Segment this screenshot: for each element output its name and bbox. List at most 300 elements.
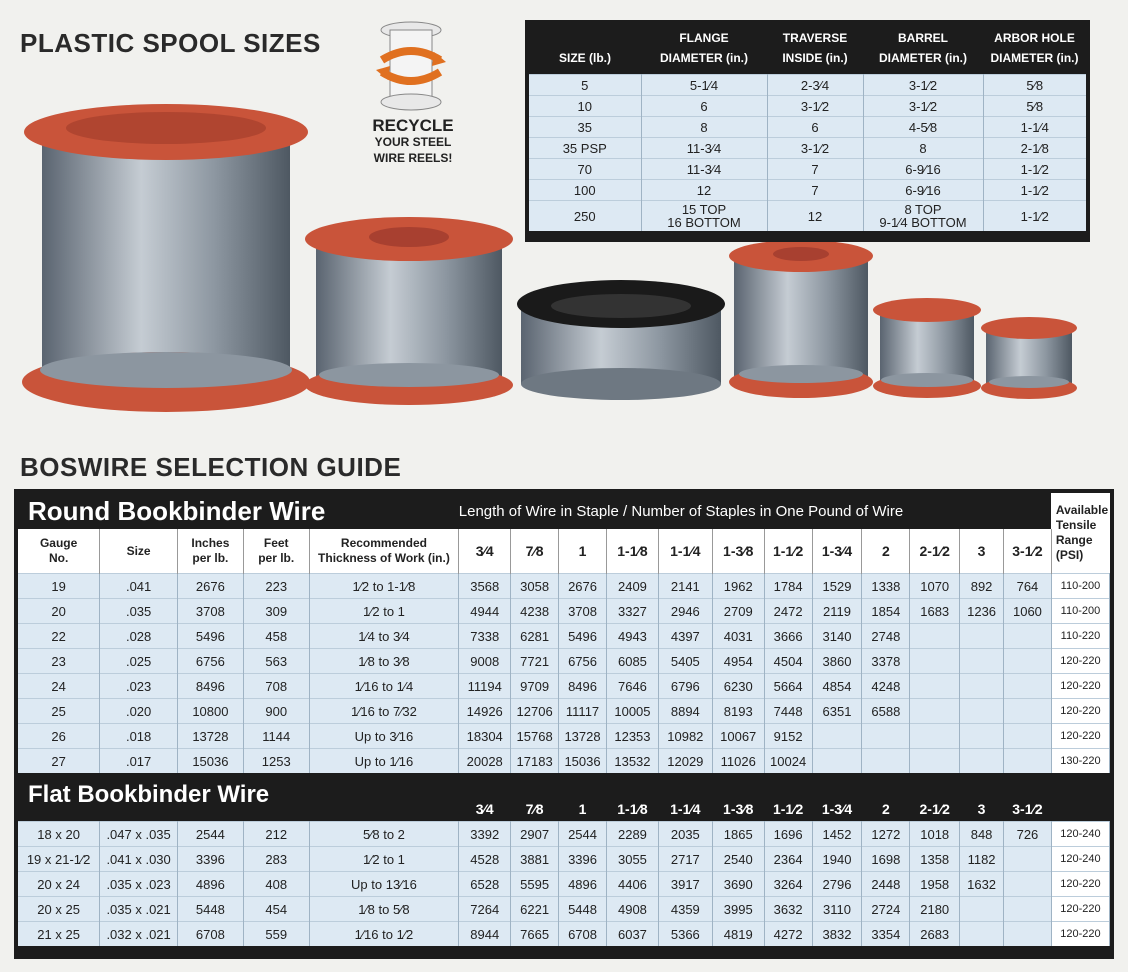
guide-cell bbox=[862, 724, 910, 749]
guide-cell: 5496 bbox=[177, 624, 243, 649]
tensile-range-cell: 120-220 bbox=[1051, 922, 1109, 947]
guide-cell: 11117 bbox=[559, 699, 607, 724]
tensile-range-cell: 120-220 bbox=[1051, 674, 1109, 699]
spool-row bbox=[529, 201, 1086, 232]
guide-cell: 1962 bbox=[712, 574, 764, 599]
guide-cell: 1632 bbox=[960, 872, 1004, 897]
guide-cell: 12029 bbox=[658, 749, 712, 774]
guide-cell bbox=[910, 749, 960, 774]
guide-cell: 18 x 20 bbox=[18, 822, 100, 847]
spool-col-size: SIZE (lb.) bbox=[559, 51, 611, 65]
guide-cell: 1698 bbox=[862, 847, 910, 872]
spool-large-illustration bbox=[20, 100, 312, 415]
col-length: 2 bbox=[862, 529, 910, 574]
guide-cell: Up to 1⁄16 bbox=[309, 749, 459, 774]
guide-cell: 10067 bbox=[712, 724, 764, 749]
guide-cell: 283 bbox=[243, 847, 309, 872]
guide-cell: 2683 bbox=[910, 922, 960, 947]
selection-guide-heading: BOSWIRE SELECTION GUIDE bbox=[20, 452, 402, 482]
guide-cell bbox=[1004, 724, 1052, 749]
col-length: 1-1⁄2 bbox=[764, 529, 812, 574]
guide-cell bbox=[960, 724, 1004, 749]
guide-cell: 1358 bbox=[910, 847, 960, 872]
guide-cell: 20 x 24 bbox=[18, 872, 100, 897]
guide-cell: 4944 bbox=[459, 599, 511, 624]
spool-cell: 7 bbox=[767, 159, 863, 180]
col-length: 1-3⁄4 bbox=[812, 529, 862, 574]
flat-wire-row bbox=[18, 922, 1110, 947]
recycle-line3: WIRE REELS! bbox=[373, 151, 453, 165]
guide-cell bbox=[960, 699, 1004, 724]
guide-cell: 408 bbox=[243, 872, 309, 897]
guide-cell: 6037 bbox=[607, 922, 659, 947]
guide-cell: .017 bbox=[100, 749, 178, 774]
guide-cell: 5496 bbox=[559, 624, 607, 649]
spool-sizes-heading: PLASTIC SPOOL SIZES bbox=[20, 28, 321, 58]
guide-cell: .035 x .021 bbox=[100, 897, 178, 922]
guide-cell: 2472 bbox=[764, 599, 812, 624]
guide-cell bbox=[1004, 922, 1052, 947]
guide-cell: 2907 bbox=[511, 822, 559, 847]
guide-cell: 7665 bbox=[511, 922, 559, 947]
guide-cell: 6230 bbox=[712, 674, 764, 699]
spool-cell: 6-9⁄16 bbox=[863, 159, 983, 180]
tensile-range-cell: 110-200 bbox=[1051, 599, 1109, 624]
spool-cell: 8 bbox=[863, 138, 983, 159]
spool-cell: 5⁄8 bbox=[983, 75, 1086, 96]
guide-cell: 5⁄8 to 2 bbox=[309, 822, 459, 847]
guide-cell: 5664 bbox=[764, 674, 812, 699]
recycle-line1: RECYCLE bbox=[372, 116, 454, 135]
round-column-headers bbox=[18, 529, 1110, 574]
guide-cell: 10982 bbox=[658, 724, 712, 749]
guide-cell bbox=[960, 749, 1004, 774]
guide-cell bbox=[910, 649, 960, 674]
guide-cell: 1683 bbox=[910, 599, 960, 624]
guide-cell: 4031 bbox=[712, 624, 764, 649]
spool-cell: 1-1⁄2 bbox=[983, 180, 1086, 201]
spool-cell: 35 PSP bbox=[529, 138, 641, 159]
guide-cell: 1⁄8 to 5⁄8 bbox=[309, 897, 459, 922]
guide-cell: 3917 bbox=[658, 872, 712, 897]
col-length: 1 bbox=[559, 529, 607, 574]
guide-cell: 2119 bbox=[812, 599, 862, 624]
guide-cell: 6708 bbox=[559, 922, 607, 947]
guide-cell: 4406 bbox=[607, 872, 659, 897]
spool-cell: 1-1⁄2 bbox=[983, 159, 1086, 180]
guide-cell: 2748 bbox=[862, 624, 910, 649]
guide-cell: 848 bbox=[960, 822, 1004, 847]
guide-cell bbox=[960, 897, 1004, 922]
tensile-range-cell: 120-220 bbox=[1051, 724, 1109, 749]
guide-cell: 3327 bbox=[607, 599, 659, 624]
spool-cell: 6-9⁄16 bbox=[863, 180, 983, 201]
guide-cell: 12353 bbox=[607, 724, 659, 749]
guide-cell: 6085 bbox=[607, 649, 659, 674]
guide-cell: 9152 bbox=[764, 724, 812, 749]
guide-cell: 1⁄16 to 1⁄2 bbox=[309, 922, 459, 947]
col-thickness: Recommended Thickness of Work (in.) bbox=[309, 529, 459, 574]
guide-cell: 2289 bbox=[607, 822, 659, 847]
col-length: 7⁄8 bbox=[511, 529, 559, 574]
spool-row bbox=[529, 117, 1086, 138]
guide-cell: 2035 bbox=[658, 822, 712, 847]
spool-cell: 6 bbox=[767, 117, 863, 138]
guide-cell bbox=[812, 749, 862, 774]
tensile-range-cell: 120-220 bbox=[1051, 872, 1109, 897]
spool-cell: 3-1⁄2 bbox=[863, 75, 983, 96]
tensile-range-cell: 120-220 bbox=[1051, 649, 1109, 674]
guide-cell: 2796 bbox=[812, 872, 862, 897]
spool-cell: 100 bbox=[529, 180, 641, 201]
spool-cell: 1-1⁄4 bbox=[983, 117, 1086, 138]
guide-cell: 18304 bbox=[459, 724, 511, 749]
length-subtitle: Length of Wire in Staple / Number of Staples in One Pound of Wire bbox=[459, 493, 1052, 529]
col-length: 3⁄4 bbox=[459, 529, 511, 574]
col-inches: Inches per lb. bbox=[177, 529, 243, 574]
guide-cell: 3392 bbox=[459, 822, 511, 847]
guide-cell: 10800 bbox=[177, 699, 243, 724]
guide-cell: 3995 bbox=[712, 897, 764, 922]
guide-cell: 4272 bbox=[764, 922, 812, 947]
guide-cell: .041 bbox=[100, 574, 178, 599]
guide-cell: 2364 bbox=[764, 847, 812, 872]
spool-col-arbor: ARBOR HOLE DIAMETER (in.) bbox=[990, 31, 1079, 65]
guide-cell: 3396 bbox=[559, 847, 607, 872]
guide-cell: .028 bbox=[100, 624, 178, 649]
spool-cell: 10 bbox=[529, 96, 641, 117]
guide-cell bbox=[910, 724, 960, 749]
guide-cell: 8496 bbox=[177, 674, 243, 699]
guide-cell: 3832 bbox=[812, 922, 862, 947]
flat-title-row bbox=[18, 773, 1110, 822]
flat-col-length: 1-1⁄8 bbox=[617, 801, 648, 817]
guide-cell: 1338 bbox=[862, 574, 910, 599]
spool-cell: 5 bbox=[529, 75, 641, 96]
guide-cell: 3568 bbox=[459, 574, 511, 599]
col-gauge: Gauge No. bbox=[18, 529, 100, 574]
guide-cell: 19 x 21-1⁄2 bbox=[18, 847, 100, 872]
guide-cell: 3110 bbox=[812, 897, 862, 922]
guide-cell bbox=[862, 749, 910, 774]
guide-cell: 1018 bbox=[910, 822, 960, 847]
guide-cell: 27 bbox=[18, 749, 100, 774]
guide-cell: 2540 bbox=[712, 847, 764, 872]
guide-cell: 1236 bbox=[960, 599, 1004, 624]
guide-cell: 20 bbox=[18, 599, 100, 624]
guide-cell: 4954 bbox=[712, 649, 764, 674]
round-wire-title: Round Bookbinder Wire bbox=[18, 493, 459, 529]
guide-cell bbox=[910, 699, 960, 724]
guide-cell: .018 bbox=[100, 724, 178, 749]
flat-col-length: 3 bbox=[977, 801, 986, 817]
guide-cell: 1⁄16 to 1⁄4 bbox=[309, 674, 459, 699]
guide-cell: 6281 bbox=[511, 624, 559, 649]
spool-row bbox=[529, 159, 1086, 180]
guide-cell: .023 bbox=[100, 674, 178, 699]
guide-cell: 6756 bbox=[559, 649, 607, 674]
flat-col-length: 1 bbox=[578, 801, 587, 817]
guide-cell: 19 bbox=[18, 574, 100, 599]
guide-cell: 1⁄2 to 1-1⁄8 bbox=[309, 574, 459, 599]
guide-cell: 764 bbox=[1004, 574, 1052, 599]
selection-guide-table-container bbox=[14, 489, 1114, 959]
col-length: 1-1⁄8 bbox=[607, 529, 659, 574]
spool-col-barrel: BARREL DIAMETER (in.) bbox=[879, 31, 967, 65]
spool-medium-illustration bbox=[302, 215, 516, 405]
flat-wire-row bbox=[18, 847, 1110, 872]
guide-cell: 5595 bbox=[511, 872, 559, 897]
guide-cell: .035 x .023 bbox=[100, 872, 178, 897]
guide-cell: 1⁄16 to 7⁄32 bbox=[309, 699, 459, 724]
guide-cell: 6221 bbox=[511, 897, 559, 922]
guide-cell bbox=[1004, 699, 1052, 724]
guide-cell bbox=[910, 624, 960, 649]
guide-cell bbox=[960, 624, 1004, 649]
flat-wire-title: Flat Bookbinder Wire bbox=[28, 781, 270, 808]
guide-cell: 4248 bbox=[862, 674, 910, 699]
round-wire-row bbox=[18, 574, 1110, 599]
round-wire-row bbox=[18, 749, 1110, 774]
spool-tiny-illustration bbox=[872, 296, 982, 400]
guide-cell: 13728 bbox=[559, 724, 607, 749]
guide-cell: 4896 bbox=[177, 872, 243, 897]
guide-cell: 6351 bbox=[812, 699, 862, 724]
guide-cell: 2946 bbox=[658, 599, 712, 624]
round-wire-row bbox=[18, 699, 1110, 724]
col-length: 2-1⁄2 bbox=[910, 529, 960, 574]
guide-cell: 1958 bbox=[910, 872, 960, 897]
spool-col-traverse: TRAVERSE INSIDE (in.) bbox=[782, 31, 848, 65]
guide-cell: .025 bbox=[100, 649, 178, 674]
guide-cell: 5448 bbox=[177, 897, 243, 922]
guide-cell: 15036 bbox=[559, 749, 607, 774]
guide-cell: 2448 bbox=[862, 872, 910, 897]
guide-cell: 15036 bbox=[177, 749, 243, 774]
guide-cell: 4359 bbox=[658, 897, 712, 922]
spool-cell: 3-1⁄2 bbox=[863, 96, 983, 117]
spool-row bbox=[529, 96, 1086, 117]
guide-cell bbox=[1004, 649, 1052, 674]
guide-cell: 458 bbox=[243, 624, 309, 649]
guide-cell: 5366 bbox=[658, 922, 712, 947]
recycle-line2: YOUR STEEL bbox=[374, 135, 452, 149]
guide-cell: 900 bbox=[243, 699, 309, 724]
guide-cell: 6528 bbox=[459, 872, 511, 897]
guide-cell bbox=[960, 674, 1004, 699]
col-length: 3-1⁄2 bbox=[1004, 529, 1052, 574]
flat-col-length: 2-1⁄2 bbox=[919, 801, 950, 817]
guide-cell bbox=[1004, 897, 1052, 922]
guide-cell: 1452 bbox=[812, 822, 862, 847]
guide-cell: 1060 bbox=[1004, 599, 1052, 624]
col-length: 1-3⁄8 bbox=[712, 529, 764, 574]
guide-cell: 7448 bbox=[764, 699, 812, 724]
col-feet: Feet per lb. bbox=[243, 529, 309, 574]
spool-cell: 12 bbox=[767, 201, 863, 232]
guide-cell: 3396 bbox=[177, 847, 243, 872]
guide-cell: 1696 bbox=[764, 822, 812, 847]
guide-cell: 3058 bbox=[511, 574, 559, 599]
guide-cell: .032 x .021 bbox=[100, 922, 178, 947]
guide-cell: 6796 bbox=[658, 674, 712, 699]
guide-cell: 2141 bbox=[658, 574, 712, 599]
guide-cell bbox=[1004, 872, 1052, 897]
spool-smallest-illustration bbox=[980, 316, 1078, 400]
guide-cell: 24 bbox=[18, 674, 100, 699]
recycle-reel-icon bbox=[376, 20, 446, 112]
guide-cell: 8944 bbox=[459, 922, 511, 947]
guide-cell: 3690 bbox=[712, 872, 764, 897]
guide-cell: 454 bbox=[243, 897, 309, 922]
guide-cell: 559 bbox=[243, 922, 309, 947]
tensile-range-cell: 120-240 bbox=[1051, 847, 1109, 872]
spool-cell: 6 bbox=[641, 96, 767, 117]
spool-cell: 35 bbox=[529, 117, 641, 138]
guide-cell: Up to 13⁄16 bbox=[309, 872, 459, 897]
guide-cell: 9008 bbox=[459, 649, 511, 674]
guide-cell: 8193 bbox=[712, 699, 764, 724]
guide-cell: 3264 bbox=[764, 872, 812, 897]
spool-cell: 8 TOP 9-1⁄4 BOTTOM bbox=[863, 201, 983, 232]
spool-size-table-container bbox=[525, 20, 1090, 242]
flat-col-length: 3-1⁄2 bbox=[1012, 801, 1043, 817]
spool-cell: 12 bbox=[641, 180, 767, 201]
guide-cell: 23 bbox=[18, 649, 100, 674]
spool-cell: 2-1⁄8 bbox=[983, 138, 1086, 159]
spool-cell: 5-1⁄4 bbox=[641, 75, 767, 96]
tensile-range-cell: 120-220 bbox=[1051, 897, 1109, 922]
guide-cell: 2676 bbox=[559, 574, 607, 599]
guide-cell: 14926 bbox=[459, 699, 511, 724]
guide-cell bbox=[960, 649, 1004, 674]
guide-cell: .035 bbox=[100, 599, 178, 624]
selection-guide-table bbox=[18, 493, 1110, 946]
guide-cell: 4896 bbox=[559, 872, 607, 897]
guide-cell: 6708 bbox=[177, 922, 243, 947]
guide-cell: 563 bbox=[243, 649, 309, 674]
flat-col-length: 1-3⁄4 bbox=[821, 801, 853, 817]
guide-cell: 20028 bbox=[459, 749, 511, 774]
guide-cell: 3055 bbox=[607, 847, 659, 872]
guide-cell: 7646 bbox=[607, 674, 659, 699]
guide-cell: 4908 bbox=[607, 897, 659, 922]
guide-cell: 223 bbox=[243, 574, 309, 599]
guide-cell: 726 bbox=[1004, 822, 1052, 847]
guide-cell: 1253 bbox=[243, 749, 309, 774]
guide-cell: 1940 bbox=[812, 847, 862, 872]
spool-cell: 2-3⁄4 bbox=[767, 75, 863, 96]
guide-cell: 6588 bbox=[862, 699, 910, 724]
guide-cell: 1144 bbox=[243, 724, 309, 749]
guide-cell: 2409 bbox=[607, 574, 659, 599]
guide-cell bbox=[1004, 749, 1052, 774]
tensile-range-header: Available Tensile Range (PSI) bbox=[1051, 493, 1109, 574]
guide-cell: 22 bbox=[18, 624, 100, 649]
guide-cell bbox=[960, 922, 1004, 947]
flat-wire-row bbox=[18, 897, 1110, 922]
spool-cell: 4-5⁄8 bbox=[863, 117, 983, 138]
spool-cell: 11-3⁄4 bbox=[641, 159, 767, 180]
guide-cell: Up to 3⁄16 bbox=[309, 724, 459, 749]
spool-cell: 70 bbox=[529, 159, 641, 180]
guide-cell: 21 x 25 bbox=[18, 922, 100, 947]
guide-cell: 1⁄2 to 1 bbox=[309, 599, 459, 624]
guide-cell: 9709 bbox=[511, 674, 559, 699]
flat-wire-row bbox=[18, 872, 1110, 897]
flat-col-length: 7⁄8 bbox=[525, 801, 544, 817]
spool-cell: 1-1⁄2 bbox=[983, 201, 1086, 232]
round-wire-row bbox=[18, 599, 1110, 624]
guide-cell: 3354 bbox=[862, 922, 910, 947]
guide-cell: 2180 bbox=[910, 897, 960, 922]
guide-cell: 5448 bbox=[559, 897, 607, 922]
guide-cell: 1865 bbox=[712, 822, 764, 847]
round-wire-row bbox=[18, 649, 1110, 674]
flat-wire-row bbox=[18, 822, 1110, 847]
guide-cell: 11026 bbox=[712, 749, 764, 774]
guide-cell: 4397 bbox=[658, 624, 712, 649]
guide-cell: 2544 bbox=[177, 822, 243, 847]
spool-cell: 5⁄8 bbox=[983, 96, 1086, 117]
guide-cell bbox=[1004, 847, 1052, 872]
spool-row bbox=[529, 138, 1086, 159]
guide-cell: 3378 bbox=[862, 649, 910, 674]
guide-cell: 1182 bbox=[960, 847, 1004, 872]
tensile-range-cell: 120-220 bbox=[1051, 699, 1109, 724]
guide-cell: 7721 bbox=[511, 649, 559, 674]
guide-cell: 309 bbox=[243, 599, 309, 624]
guide-cell: 1⁄4 to 3⁄4 bbox=[309, 624, 459, 649]
guide-cell bbox=[910, 674, 960, 699]
col-length: 3 bbox=[960, 529, 1004, 574]
spool-small-illustration bbox=[728, 238, 874, 400]
guide-cell: 1784 bbox=[764, 574, 812, 599]
guide-cell: 1⁄8 to 3⁄8 bbox=[309, 649, 459, 674]
round-wire-row bbox=[18, 624, 1110, 649]
guide-cell: 13728 bbox=[177, 724, 243, 749]
guide-cell: 20 x 25 bbox=[18, 897, 100, 922]
recycle-badge bbox=[358, 20, 468, 170]
guide-cell: 1⁄2 to 1 bbox=[309, 847, 459, 872]
guide-cell: 5405 bbox=[658, 649, 712, 674]
spool-cell: 8 bbox=[641, 117, 767, 138]
guide-cell: 7338 bbox=[459, 624, 511, 649]
spool-row bbox=[529, 75, 1086, 96]
spool-cell: 250 bbox=[529, 201, 641, 232]
spool-cell: 11-3⁄4 bbox=[641, 138, 767, 159]
guide-cell bbox=[812, 724, 862, 749]
guide-cell: 1070 bbox=[910, 574, 960, 599]
guide-cell: 7264 bbox=[459, 897, 511, 922]
guide-cell: 708 bbox=[243, 674, 309, 699]
guide-cell: 12706 bbox=[511, 699, 559, 724]
guide-cell: 2724 bbox=[862, 897, 910, 922]
guide-cell: 892 bbox=[960, 574, 1004, 599]
guide-cell: 3666 bbox=[764, 624, 812, 649]
spool-cell: 7 bbox=[767, 180, 863, 201]
guide-cell: 17183 bbox=[511, 749, 559, 774]
guide-cell: 11194 bbox=[459, 674, 511, 699]
round-wire-row bbox=[18, 724, 1110, 749]
spool-row bbox=[529, 180, 1086, 201]
tensile-range-cell: 110-220 bbox=[1051, 624, 1109, 649]
guide-cell bbox=[1004, 674, 1052, 699]
guide-cell: 2676 bbox=[177, 574, 243, 599]
flat-col-length: 2 bbox=[881, 801, 890, 817]
guide-cell: 2544 bbox=[559, 822, 607, 847]
guide-cell: 4854 bbox=[812, 674, 862, 699]
